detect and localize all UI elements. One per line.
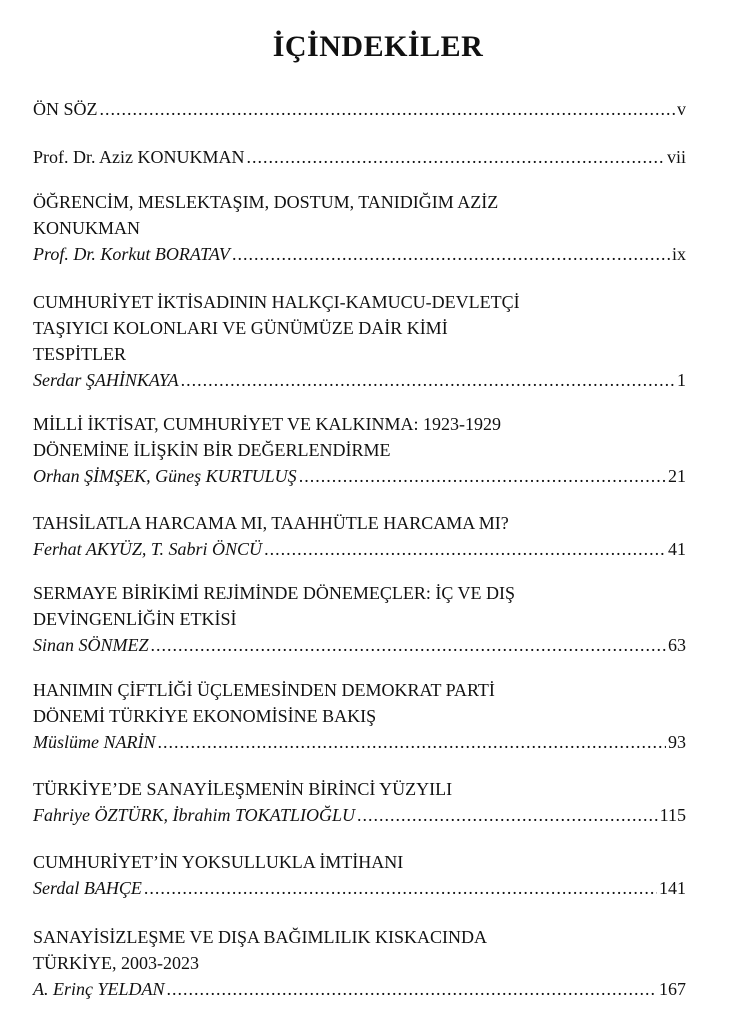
dot-leader [299,463,666,489]
dot-leader [181,367,675,393]
dot-leader [232,241,670,267]
entry-title-line: SANAYİSİZLEŞME VE DIŞA BAĞIMLILIK KISKACINDA [33,927,488,947]
entry-title-line: MİLLİ İKTİSAT, CUMHURİYET VE KALKINMA: 1923-1929 [33,414,501,434]
toc-entry-preface [33,96,686,122]
dot-leader [264,536,666,562]
page-number: 41 [668,539,686,559]
toc-entry-narin [33,677,686,755]
entry-author: Fahriye ÖZTÜRK, İbrahim TOKATLIOĞLU [33,805,356,825]
toc-entry-boratav [33,189,686,267]
dot-leader [157,729,666,755]
toc-leader-line[interactable] [33,144,686,170]
toc-entry-akyuz [33,510,686,562]
dot-leader [100,96,675,122]
entry-author: Müslüme NARİN [33,732,156,752]
page-number: 21 [668,466,686,486]
toc-entry-bahce [33,849,686,901]
page-number: 93 [668,732,686,752]
toc-entry-yeldan [33,924,686,1002]
page-number: ix [671,244,686,264]
entry-author: Prof. Dr. Korkut BORATAV [33,244,230,264]
entry-title-line: TAŞIYICI KOLONLARI VE GÜNÜMÜZE DAİR KİMİ [33,318,448,338]
toc-leader-line[interactable] [33,536,686,562]
dot-leader [151,632,666,658]
entry-author: Serdal BAHÇE [33,878,142,898]
toc-leader-line[interactable] [33,802,686,828]
entry-title-line: ÖĞRENCİM, MESLEKTAŞIM, DOSTUM, TANIDIĞIM AZİZ [33,192,499,212]
toc-leader-line[interactable] [33,875,686,901]
entry-title-line: TÜRKİYE, 2003-2023 [33,953,199,973]
entry-title-line: DEVİNGENLİĞİN ETKİSİ [33,609,237,629]
page-number: 1 [677,370,686,390]
dot-leader [144,875,657,901]
page-number: v [677,99,686,119]
toc-entry-sahinkaya [33,289,686,393]
page-number: 63 [668,635,686,655]
entry-title-line: SERMAYE BİRİKİMİ REJİMİNDE DÖNEMEÇLER: İÇ VE DIŞ [33,583,516,603]
toc-leader-line[interactable] [33,241,686,267]
entry-title-line: DÖNEMİNE İLİŞKİN BİR DEĞERLENDİRME [33,440,391,460]
page-number: vii [666,147,686,167]
entry-title-line: HANIMIN ÇİFTLİĞİ ÜÇLEMESİNDEN DEMOKRAT PARTİ [33,680,495,700]
toc-entry-ozturk [33,776,686,828]
toc-leader-line[interactable] [33,367,686,393]
entry-author: ÖN SÖZ [33,99,98,119]
page-number: 115 [659,805,686,825]
entry-title-line: TÜRKİYE’DE SANAYİLEŞMENİN BİRİNCİ YÜZYILI [33,779,453,799]
page-number: 167 [659,979,686,999]
entry-author: Orhan ŞİMŞEK, Güneş KURTULUŞ [33,466,297,486]
entry-author: A. Erinç YELDAN [33,979,165,999]
page-number: 141 [659,878,686,898]
toc-entry-simsek [33,411,686,489]
dot-leader [167,976,657,1002]
toc-entry-konukman [33,144,686,170]
entry-title-line: CUMHURİYET’İN YOKSULLUKLA İMTİHANI [33,852,404,872]
entry-title-line: DÖNEMİ TÜRKİYE EKONOMİSİNE BAKIŞ [33,706,377,726]
dot-leader [357,802,658,828]
dot-leader [246,144,665,170]
toc-leader-line[interactable] [33,96,686,122]
toc-entry-sonmez [33,580,686,658]
toc-leader-line[interactable] [33,976,686,1002]
entry-title-line: TAHSİLATLA HARCAMA MI, TAAHHÜTLE HARCAMA MI? [33,513,509,533]
toc-leader-line[interactable] [33,632,686,658]
entry-author: Sinan SÖNMEZ [33,635,149,655]
entry-author: Serdar ŞAHİNKAYA [33,370,179,390]
entry-author: Ferhat AKYÜZ, T. Sabri ÖNCÜ [33,539,263,559]
entry-title-line: KONUKMAN [33,218,140,238]
entry-author: Prof. Dr. Aziz KONUKMAN [33,147,245,167]
toc-leader-line[interactable] [33,463,686,489]
page-title: İÇİNDEKİLER [272,30,484,63]
entry-title-line: CUMHURİYET İKTİSADININ HALKÇI-KAMUCU-DEVLETÇİ [33,292,520,312]
entry-title-line: TESPİTLER [33,344,126,364]
toc-leader-line[interactable] [33,729,686,755]
